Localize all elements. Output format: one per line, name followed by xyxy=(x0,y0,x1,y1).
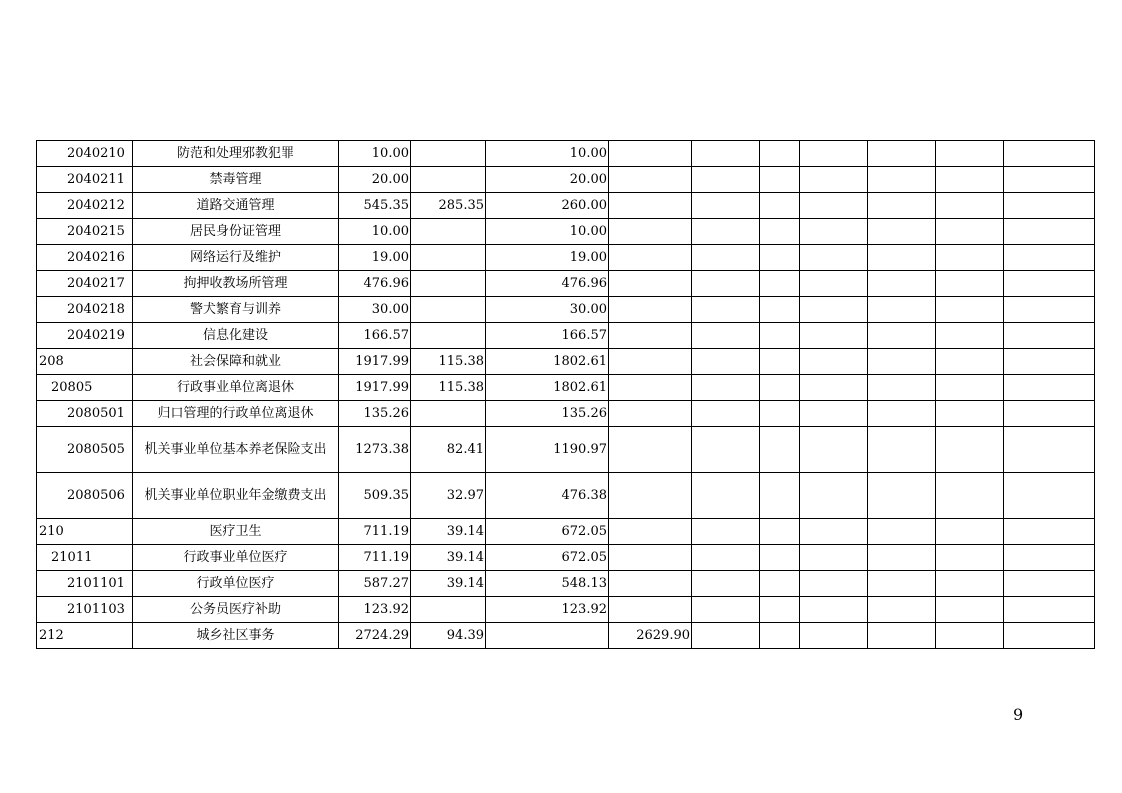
cell-total: 135.26 xyxy=(339,401,411,427)
cell-empty xyxy=(936,245,1004,271)
cell-total: 711.19 xyxy=(339,545,411,571)
cell-empty xyxy=(868,571,936,597)
cell-total: 166.57 xyxy=(339,323,411,349)
cell-empty xyxy=(692,545,760,571)
cell-code: 2040218 xyxy=(37,297,133,323)
cell-empty xyxy=(760,297,800,323)
cell-basic: 115.38 xyxy=(411,349,486,375)
cell-other xyxy=(609,167,692,193)
cell-empty xyxy=(936,167,1004,193)
cell-empty xyxy=(1004,597,1095,623)
cell-empty xyxy=(936,375,1004,401)
cell-empty xyxy=(760,349,800,375)
cell-name: 归口管理的行政单位离退休 xyxy=(133,401,339,427)
cell-empty xyxy=(760,427,800,473)
cell-name: 禁毒管理 xyxy=(133,167,339,193)
cell-basic: 285.35 xyxy=(411,193,486,219)
cell-code: 2040215 xyxy=(37,219,133,245)
cell-empty xyxy=(1004,271,1095,297)
cell-name: 医疗卫生 xyxy=(133,519,339,545)
cell-code: 2080506 xyxy=(37,473,133,519)
cell-code: 2040216 xyxy=(37,245,133,271)
cell-basic xyxy=(411,219,486,245)
cell-other xyxy=(609,193,692,219)
cell-total: 1917.99 xyxy=(339,375,411,401)
budget-table xyxy=(36,140,1095,649)
cell-empty xyxy=(1004,219,1095,245)
cell-other xyxy=(609,571,692,597)
cell-name: 城乡社区事务 xyxy=(133,623,339,649)
cell-other xyxy=(609,519,692,545)
cell-empty xyxy=(936,545,1004,571)
cell-empty xyxy=(760,519,800,545)
cell-empty xyxy=(760,375,800,401)
cell-name: 机关事业单位基本养老保险支出 xyxy=(133,427,339,473)
cell-empty xyxy=(868,375,936,401)
cell-empty xyxy=(800,167,868,193)
cell-empty xyxy=(760,401,800,427)
cell-name: 道路交通管理 xyxy=(133,193,339,219)
cell-empty xyxy=(936,473,1004,519)
cell-other xyxy=(609,297,692,323)
cell-empty xyxy=(1004,167,1095,193)
cell-project: 260.00 xyxy=(486,193,609,219)
cell-empty xyxy=(692,427,760,473)
cell-total: 545.35 xyxy=(339,193,411,219)
cell-code: 208 xyxy=(37,349,133,375)
cell-other xyxy=(609,349,692,375)
cell-other xyxy=(609,545,692,571)
cell-empty xyxy=(760,571,800,597)
cell-empty xyxy=(800,297,868,323)
cell-project: 10.00 xyxy=(486,141,609,167)
cell-empty xyxy=(1004,427,1095,473)
cell-empty xyxy=(936,193,1004,219)
cell-code: 2080505 xyxy=(37,427,133,473)
cell-empty xyxy=(800,427,868,473)
cell-empty xyxy=(936,597,1004,623)
cell-empty xyxy=(692,297,760,323)
cell-other xyxy=(609,323,692,349)
cell-project: 476.96 xyxy=(486,271,609,297)
cell-project: 10.00 xyxy=(486,219,609,245)
cell-empty xyxy=(936,349,1004,375)
cell-empty xyxy=(692,245,760,271)
cell-code: 2101101 xyxy=(37,571,133,597)
cell-empty xyxy=(1004,297,1095,323)
table-row xyxy=(37,571,1095,597)
cell-project: 123.92 xyxy=(486,597,609,623)
cell-empty xyxy=(936,219,1004,245)
cell-empty xyxy=(1004,519,1095,545)
cell-total: 30.00 xyxy=(339,297,411,323)
table-row xyxy=(37,375,1095,401)
cell-basic xyxy=(411,297,486,323)
cell-other: 2629.90 xyxy=(609,623,692,649)
cell-total: 20.00 xyxy=(339,167,411,193)
page-number: 9 xyxy=(1013,705,1024,724)
cell-empty xyxy=(800,571,868,597)
cell-basic xyxy=(411,597,486,623)
cell-name: 社会保障和就业 xyxy=(133,349,339,375)
cell-total: 19.00 xyxy=(339,245,411,271)
cell-code: 20805 xyxy=(37,375,133,401)
cell-name: 机关事业单位职业年金缴费支出 xyxy=(133,473,339,519)
cell-empty xyxy=(760,219,800,245)
cell-empty xyxy=(936,323,1004,349)
cell-empty xyxy=(868,219,936,245)
cell-empty xyxy=(800,349,868,375)
cell-empty xyxy=(692,597,760,623)
cell-empty xyxy=(936,141,1004,167)
cell-empty xyxy=(1004,323,1095,349)
cell-empty xyxy=(1004,193,1095,219)
cell-empty xyxy=(1004,571,1095,597)
cell-basic xyxy=(411,271,486,297)
cell-basic: 32.97 xyxy=(411,473,486,519)
cell-name: 行政单位医疗 xyxy=(133,571,339,597)
cell-name: 网络运行及维护 xyxy=(133,245,339,271)
cell-empty xyxy=(868,545,936,571)
cell-empty xyxy=(760,193,800,219)
cell-name: 行政事业单位医疗 xyxy=(133,545,339,571)
cell-empty xyxy=(800,519,868,545)
cell-empty xyxy=(692,323,760,349)
cell-empty xyxy=(868,349,936,375)
cell-empty xyxy=(800,219,868,245)
cell-empty xyxy=(692,375,760,401)
cell-basic: 39.14 xyxy=(411,519,486,545)
cell-other xyxy=(609,473,692,519)
cell-name: 信息化建设 xyxy=(133,323,339,349)
cell-total: 1917.99 xyxy=(339,349,411,375)
cell-empty xyxy=(692,571,760,597)
table-row xyxy=(37,141,1095,167)
cell-project: 135.26 xyxy=(486,401,609,427)
cell-name: 拘押收教场所管理 xyxy=(133,271,339,297)
cell-project: 672.05 xyxy=(486,519,609,545)
table-body xyxy=(37,141,1095,649)
cell-empty xyxy=(800,271,868,297)
cell-empty xyxy=(1004,349,1095,375)
cell-empty xyxy=(692,519,760,545)
table-row xyxy=(37,245,1095,271)
table-row xyxy=(37,519,1095,545)
cell-code: 2040219 xyxy=(37,323,133,349)
cell-basic: 39.14 xyxy=(411,545,486,571)
cell-empty xyxy=(868,519,936,545)
cell-empty xyxy=(868,597,936,623)
cell-empty xyxy=(868,141,936,167)
cell-code: 210 xyxy=(37,519,133,545)
cell-empty xyxy=(760,141,800,167)
table-row xyxy=(37,473,1095,519)
cell-empty xyxy=(1004,623,1095,649)
cell-basic xyxy=(411,167,486,193)
table-row xyxy=(37,167,1095,193)
cell-code: 2040212 xyxy=(37,193,133,219)
cell-empty xyxy=(868,297,936,323)
cell-total: 1273.38 xyxy=(339,427,411,473)
table-row xyxy=(37,545,1095,571)
cell-empty xyxy=(868,427,936,473)
cell-basic xyxy=(411,245,486,271)
cell-basic: 82.41 xyxy=(411,427,486,473)
cell-total: 711.19 xyxy=(339,519,411,545)
cell-code: 2040217 xyxy=(37,271,133,297)
cell-name: 公务员医疗补助 xyxy=(133,597,339,623)
cell-project: 19.00 xyxy=(486,245,609,271)
cell-empty xyxy=(1004,375,1095,401)
table-row xyxy=(37,623,1095,649)
cell-empty xyxy=(692,193,760,219)
cell-other xyxy=(609,401,692,427)
cell-empty xyxy=(1004,245,1095,271)
cell-empty xyxy=(868,167,936,193)
cell-name: 警犬繁育与训养 xyxy=(133,297,339,323)
cell-total: 123.92 xyxy=(339,597,411,623)
cell-empty xyxy=(868,401,936,427)
cell-total: 509.35 xyxy=(339,473,411,519)
table-row xyxy=(37,219,1095,245)
table-row xyxy=(37,193,1095,219)
table-row xyxy=(37,323,1095,349)
cell-project: 672.05 xyxy=(486,545,609,571)
cell-other xyxy=(609,597,692,623)
cell-empty xyxy=(800,597,868,623)
cell-empty xyxy=(1004,401,1095,427)
cell-other xyxy=(609,245,692,271)
cell-name: 居民身份证管理 xyxy=(133,219,339,245)
cell-project: 548.13 xyxy=(486,571,609,597)
cell-empty xyxy=(936,297,1004,323)
cell-name: 防范和处理邪教犯罪 xyxy=(133,141,339,167)
cell-empty xyxy=(868,623,936,649)
cell-empty xyxy=(692,271,760,297)
cell-total: 2724.29 xyxy=(339,623,411,649)
cell-name: 行政事业单位离退休 xyxy=(133,375,339,401)
table-row xyxy=(37,349,1095,375)
cell-empty xyxy=(800,623,868,649)
cell-total: 10.00 xyxy=(339,141,411,167)
cell-empty xyxy=(800,545,868,571)
table-row xyxy=(37,297,1095,323)
cell-empty xyxy=(692,167,760,193)
table-row xyxy=(37,271,1095,297)
cell-project: 1802.61 xyxy=(486,349,609,375)
cell-empty xyxy=(1004,473,1095,519)
cell-empty xyxy=(936,623,1004,649)
cell-empty xyxy=(936,271,1004,297)
cell-empty xyxy=(868,193,936,219)
cell-code: 2040210 xyxy=(37,141,133,167)
cell-other xyxy=(609,141,692,167)
cell-project: 30.00 xyxy=(486,297,609,323)
cell-empty xyxy=(692,219,760,245)
table-row xyxy=(37,401,1095,427)
cell-empty xyxy=(760,323,800,349)
cell-empty xyxy=(800,375,868,401)
cell-empty xyxy=(760,623,800,649)
cell-project: 20.00 xyxy=(486,167,609,193)
cell-empty xyxy=(800,141,868,167)
cell-other xyxy=(609,427,692,473)
cell-empty xyxy=(800,473,868,519)
cell-empty xyxy=(692,141,760,167)
cell-basic: 115.38 xyxy=(411,375,486,401)
cell-basic xyxy=(411,401,486,427)
cell-total: 10.00 xyxy=(339,219,411,245)
cell-total: 587.27 xyxy=(339,571,411,597)
cell-project xyxy=(486,623,609,649)
cell-project: 476.38 xyxy=(486,473,609,519)
cell-code: 2101103 xyxy=(37,597,133,623)
cell-empty xyxy=(936,519,1004,545)
cell-empty xyxy=(868,473,936,519)
cell-empty xyxy=(800,323,868,349)
cell-empty xyxy=(760,545,800,571)
table-row xyxy=(37,427,1095,473)
cell-basic: 94.39 xyxy=(411,623,486,649)
cell-empty xyxy=(692,473,760,519)
cell-basic xyxy=(411,141,486,167)
cell-empty xyxy=(800,401,868,427)
cell-empty xyxy=(692,349,760,375)
cell-empty xyxy=(868,323,936,349)
table-row xyxy=(37,597,1095,623)
cell-project: 166.57 xyxy=(486,323,609,349)
cell-project: 1802.61 xyxy=(486,375,609,401)
cell-empty xyxy=(760,167,800,193)
cell-other xyxy=(609,375,692,401)
cell-empty xyxy=(1004,545,1095,571)
cell-basic: 39.14 xyxy=(411,571,486,597)
cell-total: 476.96 xyxy=(339,271,411,297)
cell-empty xyxy=(936,571,1004,597)
cell-code: 2080501 xyxy=(37,401,133,427)
cell-empty xyxy=(760,271,800,297)
cell-other xyxy=(609,271,692,297)
cell-project: 1190.97 xyxy=(486,427,609,473)
cell-empty xyxy=(800,245,868,271)
cell-empty xyxy=(692,401,760,427)
cell-empty xyxy=(868,245,936,271)
cell-empty xyxy=(760,597,800,623)
cell-code: 21011 xyxy=(37,545,133,571)
cell-empty xyxy=(800,193,868,219)
cell-basic xyxy=(411,323,486,349)
cell-empty xyxy=(936,401,1004,427)
cell-empty xyxy=(692,623,760,649)
cell-code: 2040211 xyxy=(37,167,133,193)
cell-empty xyxy=(1004,141,1095,167)
cell-empty xyxy=(760,473,800,519)
cell-empty xyxy=(868,271,936,297)
cell-empty xyxy=(936,427,1004,473)
cell-empty xyxy=(760,245,800,271)
cell-code: 212 xyxy=(37,623,133,649)
cell-other xyxy=(609,219,692,245)
